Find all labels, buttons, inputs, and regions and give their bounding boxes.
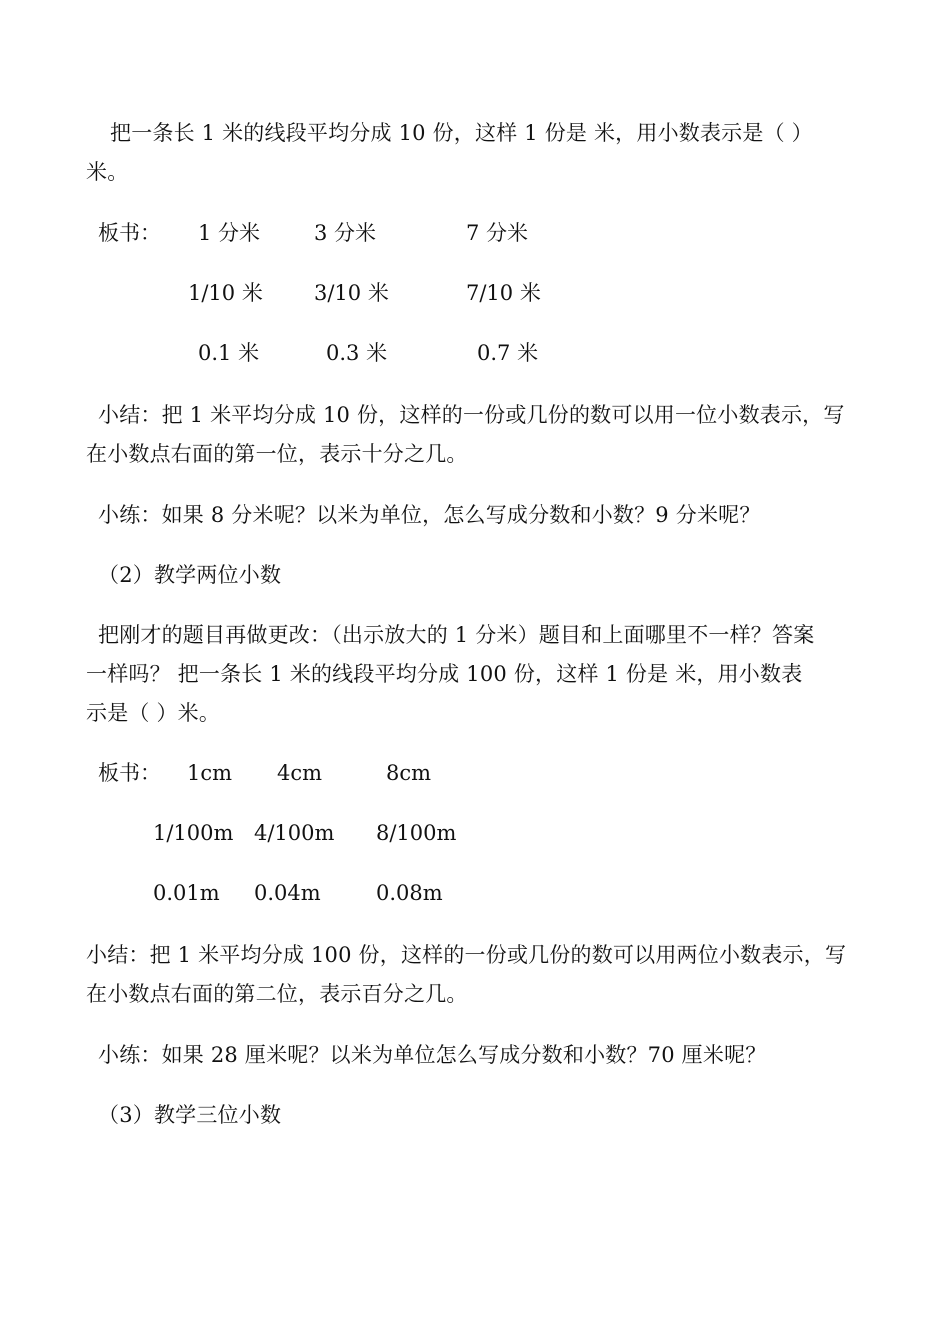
s1-board-r1-c2: 3 分米 — [314, 221, 377, 245]
s2-board-r2-c3: 8/100m — [376, 821, 457, 845]
s1-intro-line1: 把一条长 1 米的线段平均分成 10 份，这样 1 份是 米，用小数表示是（ ） — [110, 121, 813, 145]
s1-board-r1-c1: 1 分米 — [198, 221, 261, 245]
s1-board-r2-c2: 3/10 米 — [314, 281, 389, 305]
s2-intro-line2: 一样吗？ 把一条长 1 米的线段平均分成 100 份，这样 1 份是 米，用小数表 — [86, 662, 803, 686]
s2-heading: （2）教学两位小数 — [98, 563, 282, 587]
s2-board-r1-c3: 8cm — [386, 761, 432, 785]
s1-summary-line2: 在小数点右面的第一位，表示十分之几。 — [86, 442, 468, 466]
s1-board-r3-c3: 0.7 米 — [477, 341, 539, 365]
s2-board-r1-c2: 4cm — [277, 761, 323, 785]
s2-board-r2-c1: 1/100m — [153, 821, 234, 845]
s2-board-r3-c2: 0.04m — [254, 881, 321, 905]
s2-board-r2-c2: 4/100m — [254, 821, 335, 845]
s2-board-label: 板书： — [98, 761, 161, 785]
s1-board-r2-c3: 7/10 米 — [466, 281, 541, 305]
s1-board-label: 板书： — [98, 221, 161, 245]
s1-board-r3-c1: 0.1 米 — [198, 341, 260, 365]
s1-practice: 小练：如果 8 分米呢？以米为单位，怎么写成分数和小数？9 分米呢？ — [98, 503, 761, 527]
s2-practice: 小练：如果 28 厘米呢？以米为单位怎么写成分数和小数？70 厘米呢？ — [98, 1043, 767, 1067]
s1-board-r1-c3: 7 分米 — [466, 221, 529, 245]
s2-intro-line1: 把刚才的题目再做更改：（出示放大的 1 分米）题目和上面哪里不一样？答案 — [98, 623, 815, 647]
s2-board-r1-c1: 1cm — [187, 761, 233, 785]
s1-board-r3-c2: 0.3 米 — [326, 341, 388, 365]
s2-summary-line2: 在小数点右面的第二位，表示百分之几。 — [86, 982, 468, 1006]
s1-board-r2-c1: 1/10 米 — [188, 281, 263, 305]
s2-board-r3-c1: 0.01m — [153, 881, 220, 905]
s1-intro-line2: 米。 — [86, 160, 129, 184]
s1-summary-line1: 小结：把 1 米平均分成 10 份，这样的一份或几份的数可以用一位小数表示，写 — [98, 403, 845, 427]
s2-board-r3-c3: 0.08m — [376, 881, 443, 905]
s3-heading: （3）教学三位小数 — [98, 1103, 282, 1127]
s2-intro-line3: 示是（ ）米。 — [86, 701, 221, 725]
s2-summary-line1: 小结：把 1 米平均分成 100 份，这样的一份或几份的数可以用两位小数表示，写 — [86, 943, 847, 967]
